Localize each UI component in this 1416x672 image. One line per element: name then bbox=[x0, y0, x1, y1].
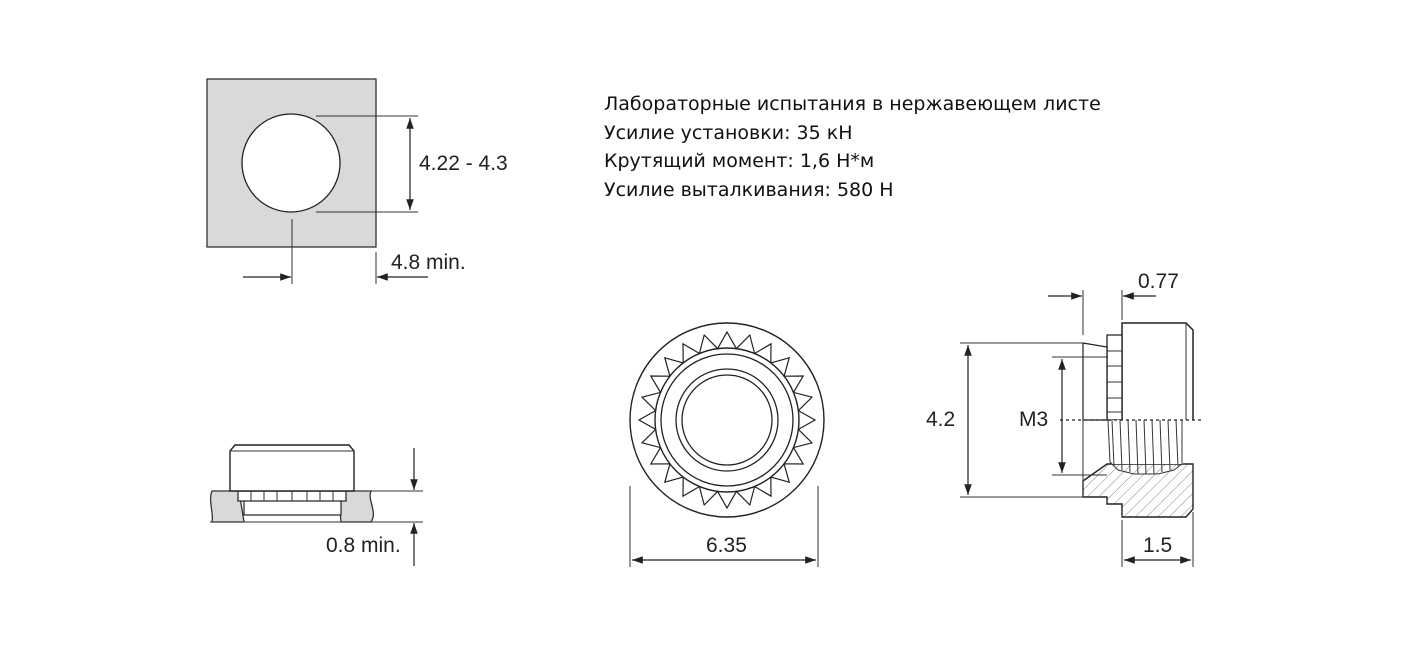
sheet-thickness-label: 0.8 min. bbox=[326, 534, 401, 557]
edge-distance-label: 4.8 min. bbox=[391, 251, 466, 274]
outer-diameter-label: 6.35 bbox=[706, 534, 747, 557]
mounting-hole bbox=[242, 114, 340, 212]
thread-hole bbox=[682, 375, 772, 465]
nut-head-outline bbox=[1122, 323, 1193, 420]
body-diameter-label: 4.2 bbox=[926, 408, 956, 431]
top-view bbox=[630, 323, 824, 567]
nut-body-side bbox=[230, 445, 354, 491]
installed-side-view bbox=[210, 445, 423, 566]
torque: Крутящий момент: 1,6 Н*м bbox=[604, 150, 875, 173]
thread-label: M3 bbox=[1019, 408, 1049, 431]
pushout-force: Усилие выталкивания: 580 Н bbox=[604, 178, 894, 201]
section-view bbox=[926, 270, 1204, 567]
installation-force: Усилие установки: 35 кН bbox=[604, 121, 853, 144]
length-label: 1.5 bbox=[1143, 534, 1173, 557]
test-info-title: Лабораторные испытания в нержавеющем листе bbox=[604, 93, 1101, 115]
height-label: 0.77 bbox=[1138, 270, 1179, 293]
hole-prep-view bbox=[207, 79, 508, 284]
hole-diameter-label: 4.22 - 4.3 bbox=[419, 152, 508, 175]
